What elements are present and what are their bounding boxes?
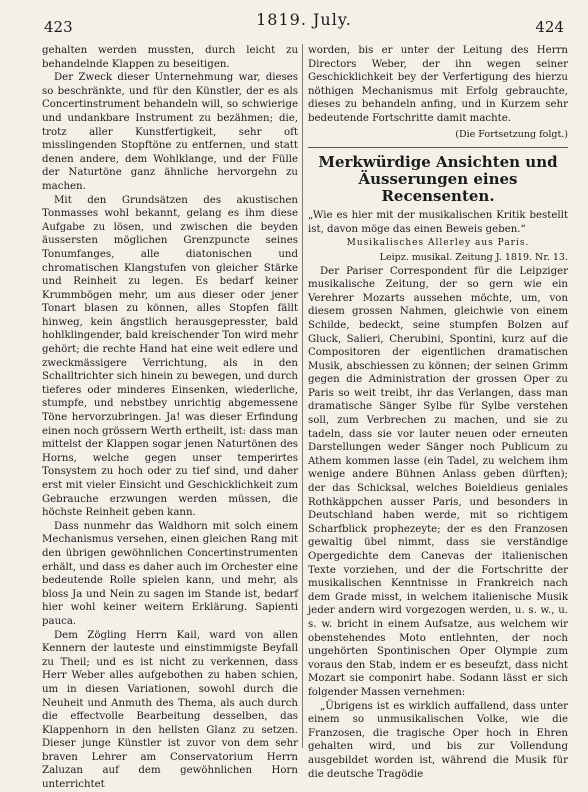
citation: Leipz. musikal. Zeitung J. 1819. Nr. 13. — [379, 251, 568, 263]
paragraph: Mit den Grundsätzen des akustischen Tonmasses wohl bekannt, gelang es ihm diese Aufgabe zu lösen, und zwischen die beyden äussersten möglichen Grenzpuncte seines Tonumfanges, alle diatonischen und chromatischen Klangstufen von gleicher Stärke und Reinheit zu legen. Es bedarf keiner Krummbögen mehr, um aus dieser oder jener Tonart blasen zu können, alles Stopfen fällt hinweg, kein ängstlich herausgepresster, bald hohlklingender, bald kreischender Ton wird mehr gehört; die rechte Hand hat eine weit edlere und zweckmässigere Verrichtung, als in den Schalltrichter sich hinein zu bewegen, und durch tieferes oder minderes Einsenken, wiederliche, stumpfe, und nebstbey unrichtig abgemessene Töne hervorzubringen. Ja! was dieser Erfindung einen noch grössern Werth ertheilt, ist: dass man mittelst der Klappen sogar jenen Naturtönen des Horns, welche gegen unser temperirtes Tonsystem zu hoch oder zu tief sind, und daher erst mit vieler Einsicht und Geschicklichkeit zum Gebrauche erzwungen werden müssen, die höchste Reinheit geben kann. — [42, 194, 299, 519]
header-date: 1819. July. — [256, 10, 352, 29]
motto-quote: „Wie es hier mit der musikalischen Kritik bestellt ist, davon möge das einen Beweis geben.“ — [308, 210, 568, 235]
left-column — [42, 44, 299, 791]
paragraph: „Übrigens ist es wirklich auffallend, dass unter einem so unmusikalischen Volke, wie die Franzosen, die tragische Oper hoch in Ehren gehalten wird, und bis zur Vollendung ausgebildet worden ist, während die Musik für die deutsche Tragödie — [308, 700, 568, 780]
paragraph: Der Zweck dieser Unternehmung war, dieses so beschränkte, und für den Künstler, der es als Concertinstrument behandeln will, so schwierige und undankbare Instrument zu bezähmen; die, trotz aller Kunstfertigkeit, sehr oft misslingenden Stopftöne zu entfernen, und statt denen andere, dem Wohlklange, und der Fülle der Naturtöne ganz ähnliche hervorgehn zu machen. — [42, 72, 298, 192]
motto-source: Musikalisches Allerley aus Paris. — [346, 238, 530, 249]
paragraph: Dem Zögling Herrn Kail, ward von allen Kennern der lauteste und einstimmigste Beyfall zu Theil; und es ist nicht zu verkennen, dass Herr Weber alles aufgebothen zu haben schien, um in diesen Variationen, sowohl durch die Neuheit und Anmuth des Thema, als auch durch die effectvolle Bearbeitung desselben, das Klappenhorn in den hellsten Glanz zu setzen. Dieser junge Künstler ist zuvor von dem sehr braven Lehrer am Conservatorium Herrn Zaluzan auf dem gewöhnlichen Horn unterrichtet — [42, 629, 298, 791]
continuation-note: (Die Fortsetzung folgt.) — [455, 128, 568, 140]
section-divider — [308, 147, 568, 148]
column-divider — [302, 44, 303, 748]
paragraph: Der Pariser Correspondent für die Leipziger musikalische Zeitung, der so gern wie ein Verehrer Mozarts aussehen möchte, um, von diesem grossen Nahmen, gleichwie von einem Schilde, bedeckt, seine stumpfen Bolzen auf Gluck, Salieri, Cherubini, Spontini, kurz auf die Compositoren der eigentlichen dramatischen Musik, abschiessen zu können; der seinen Grimm gegen die Administration der grossen Oper zu Paris so weit treibt, ihr das Verlangen, dass man dramatische Sänger Sylbe für Sylbe verstehen soll, zum Verbrechen zu machen, und sie zu tadeln, dass sie vor lauter neuen oder erneuten Darstellungen weder Sänger noch Publicum zu Athem kommen lasse (ein Tadel, zu welchem ihm wenige andere Bühnen Anlass geben dürften); der das Schicksal, welches Boieldieus geniales Rothkäppchen ausser Paris, und besonders in Deutschland haben werde, mit so richtigem Scharfblick prophezeyte; der es den Franzosen gewaltig übel nimmt, dass sie verständige Opergedichte dem Canevas der italienischen Texte vorziehen, und der die Fortschritte der musikalischen Kenntnisse in Frankreich nach dem Grade misst, in welchem italienische Musik jeder andern wird vorgezogen werden, u. s. w., u. s. w. bricht in einem Aufsatze, aus welchem wir obenstehendes Moto entlehnten, der noch ungehörten Spontinischen Oper Olympie zum voraus den Stab, indem er es beseufzt, dass nicht Mozart sie componirt habe. Sodann lässt er sich folgender Massen vernehmen: — [308, 265, 568, 698]
paragraph: worden, bis er unter der Leitung des Herrn Directors Weber, der ihn wegen seiner Geschicklichkeit bey der Verfertigung des hierzu nöthigen Mechanismus mit Erfolg gebrauchte, dieses zu behandeln anfing, und in Kurzem sehr bedeutende Fortschritte damit machte. — [308, 45, 568, 124]
paragraph: gehalten werden mussten, durch leicht zu behandelnde Klappen zu beseitigen. — [42, 45, 298, 70]
right-column — [308, 44, 568, 780]
page-header — [38, 8, 570, 38]
paragraph: Dass nunmehr das Waldhorn mit solch einem Mechanismus versehen, einen gleichen Rang mit den übrigen gewöhnlichen Concertinstrumenten erhält, und dass es daher auch im Orchester eine bedeutende Rolle spielen kann, und mehr, als bloss Ja und Nein zu sagen im Stande ist, bedarf hier wohl keiner weitern Erklärung. Sapienti pauca. — [42, 520, 298, 627]
page-number-left: 423 — [44, 18, 73, 36]
page-number-right: 424 — [535, 18, 564, 36]
article-title: Merkwürdige Ansichten und Äusserungen eines Recensenten. — [318, 153, 558, 206]
